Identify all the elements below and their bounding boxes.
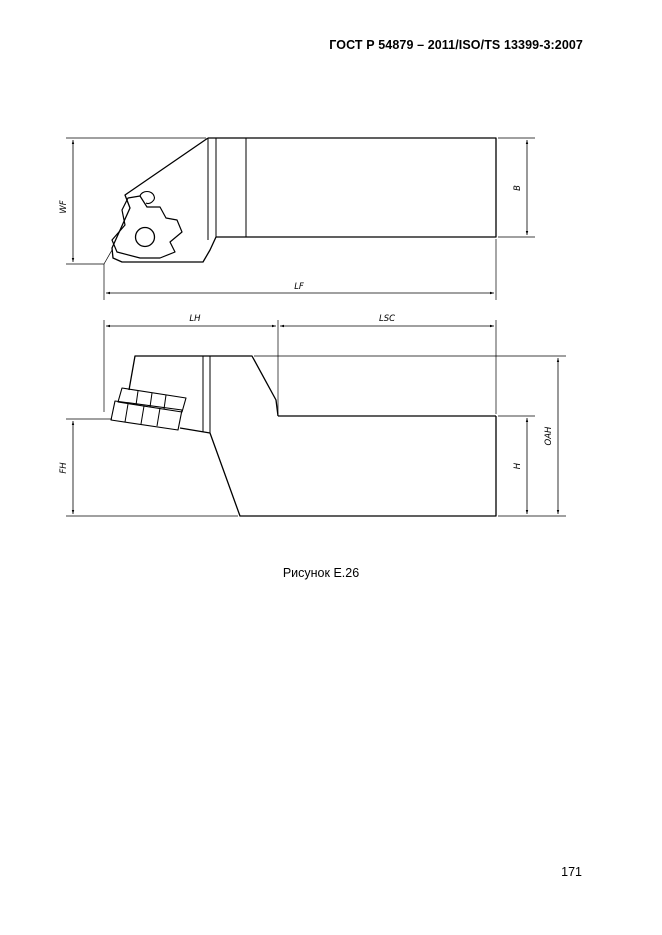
top-view-shank — [208, 138, 496, 237]
dim-label-lsc: LSC — [378, 314, 396, 324]
cutting-insert — [112, 196, 182, 258]
dim-label-fh: FH — [59, 462, 69, 474]
document-header: ГОСТ Р 54879 – 2011/ISO/TS 13399-3:2007 — [329, 38, 583, 52]
dim-label-h: H — [513, 462, 523, 470]
dim-label-oah: OAH — [544, 426, 554, 446]
page-number: 171 — [561, 865, 582, 879]
side-insert-lower — [111, 401, 182, 430]
dim-label-lh: LH — [189, 314, 201, 324]
side-view-body — [180, 416, 496, 516]
dim-label-lf: LF — [294, 282, 304, 292]
side-insert-upper — [118, 388, 186, 412]
insert-screw-hole — [136, 228, 155, 247]
dim-label-wf: WF — [59, 200, 69, 214]
dim-label-b: B — [513, 185, 523, 191]
side-view — [66, 320, 566, 516]
figure-caption — [0, 566, 662, 580]
top-view — [66, 138, 535, 300]
figure-caption-text: Рисунок Е.26 — [282, 566, 360, 580]
